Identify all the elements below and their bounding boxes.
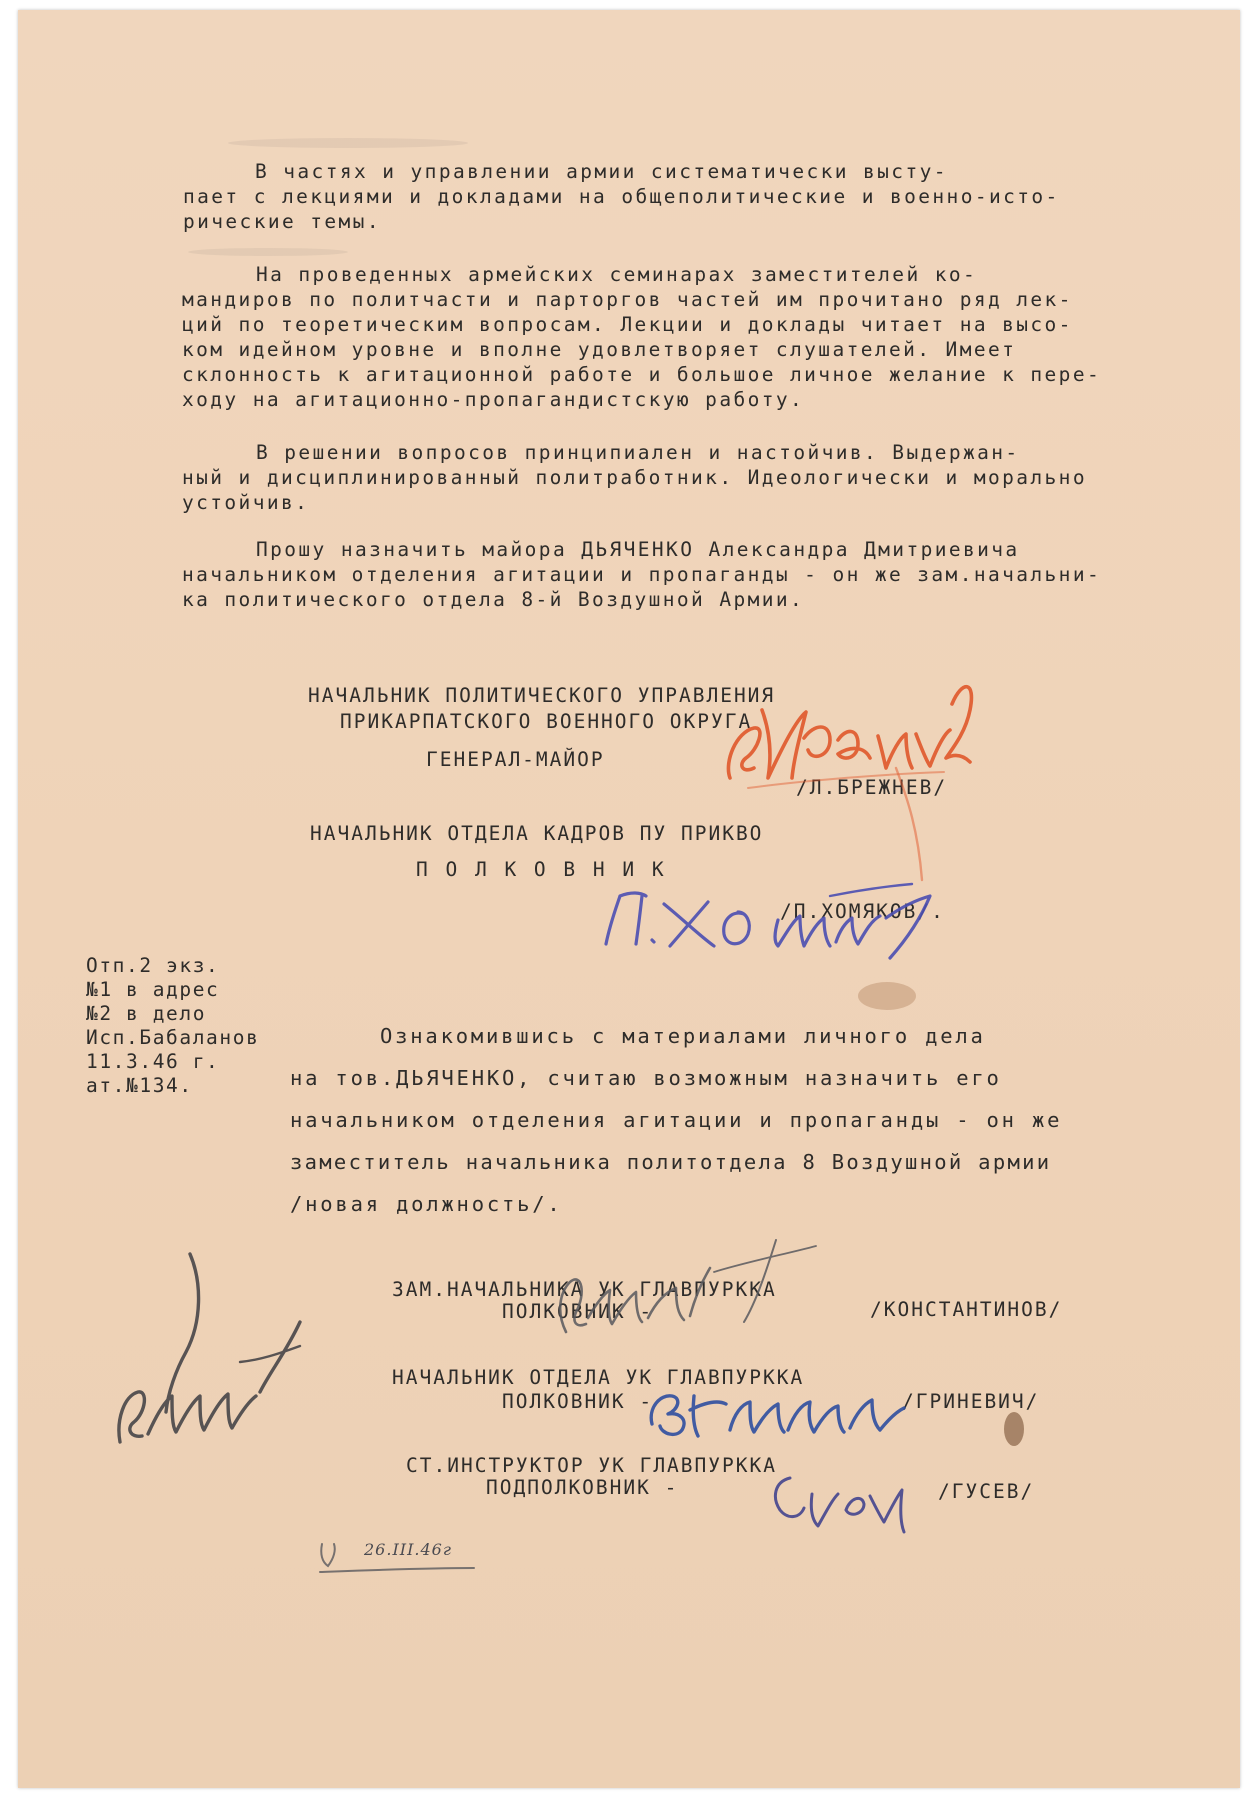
- paper-stain: [228, 138, 468, 148]
- signatory-title: ПРИКАРПАТСКОГО ВОЕННОГО ОКРУГА: [340, 710, 753, 733]
- approver-rank: ПОДПОЛКОВНИК -: [486, 1476, 679, 1499]
- distribution-line: 11.3.46 г.: [86, 1050, 220, 1073]
- body-line: На проведенных армейских семинарах заместителей ко-: [256, 263, 978, 286]
- body-line: пает с лекциями и докладами на общеполитические и военно-исто-: [183, 185, 1060, 208]
- body-line: Прошу назначить майора ДЬЯЧЕНКО Александра Дмитриевича: [256, 538, 1020, 561]
- resolution-line: Ознакомившись с материалами личного дела: [380, 1024, 986, 1048]
- body-line: В решении вопросов принципиален и настойчив. Выдержан-: [256, 441, 1020, 464]
- body-line: мандиров по политчасти и парторгов частей им прочитано ряд лек-: [182, 288, 1073, 311]
- signatory-title: НАЧАЛЬНИК ПОЛИТИЧЕСКОГО УПРАВЛЕНИЯ: [308, 684, 776, 707]
- signatory-title: НАЧАЛЬНИК ОТДЕЛА КАДРОВ ПУ ПРИКВО: [310, 822, 764, 845]
- distribution-line: №1 в адрес: [86, 978, 220, 1001]
- graphite-signature-left-margin: [90, 1242, 320, 1472]
- resolution-line: /новая должность/.: [290, 1192, 563, 1216]
- paper-stain: [858, 982, 916, 1010]
- body-line: ный и дисциплинированный политработник. Идеологически и морально: [182, 466, 1087, 489]
- signatory-name: /П.ХОМЯКОВ/.: [780, 900, 945, 923]
- signatory-name: /Л.БРЕЖНЕВ/: [796, 776, 948, 799]
- approver-name: /ГРИНЕВИЧ/: [902, 1390, 1040, 1413]
- resolution-line: на тов.ДЬЯЧЕНКО, считаю возможным назначить его: [290, 1066, 1002, 1090]
- body-line: ком идейном уровне и вполне удовлетворяет слушателей. Имеет: [182, 338, 1017, 361]
- approver-title: НАЧАЛЬНИК ОТДЕЛА УК ГЛАВПУРККА: [392, 1366, 805, 1389]
- approver-name: /ГУСЕВ/: [938, 1480, 1035, 1503]
- blue-signature-grinevich: [638, 1370, 918, 1450]
- body-line: ходу на агитационно-пропагандистскую работу.: [182, 388, 805, 411]
- body-line: ка политического отдела 8-й Воздушной Армии.: [182, 588, 805, 611]
- distribution-line: Исп.Бабаланов: [86, 1026, 260, 1049]
- approver-title: СТ.ИНСТРУКТОР УК ГЛАВПУРККА: [406, 1454, 777, 1477]
- handwritten-date: 26.III.46г: [364, 1540, 452, 1559]
- distribution-line: ат.№134.: [86, 1074, 193, 1097]
- graphite-signature-konstantinov: [526, 1232, 826, 1362]
- body-line: устойчив.: [182, 491, 310, 514]
- blue-signature-khomyakov: [590, 860, 960, 970]
- resolution-line: начальником отделения агитации и пропаганды - он же: [290, 1108, 1063, 1132]
- body-line: начальником отделения агитации и пропаганды - он же зам.начальни-: [182, 563, 1102, 586]
- body-line: склонность к агитационной работе и большое личное желание к пере-: [182, 363, 1102, 386]
- body-line: ций по теоретическим вопросам. Лекции и доклады читает на высо-: [182, 313, 1073, 336]
- body-line: В частях и управлении армии систематически высту-: [255, 160, 948, 183]
- approver-rank: ПОЛКОВНИК -: [502, 1300, 654, 1323]
- signatory-rank: ГЕНЕРАЛ-МАЙОР: [426, 748, 605, 771]
- paper-stain: [1004, 1412, 1024, 1446]
- red-signature-brezhnev: [708, 650, 998, 890]
- approver-title: ЗАМ.НАЧАЛЬНИКА УК ГЛАВПУРККА: [392, 1278, 777, 1301]
- approver-name: /КОНСТАНТИНОВ/: [870, 1298, 1063, 1321]
- blue-signature-gusev: [760, 1458, 920, 1548]
- distribution-line: №2 в дело: [86, 1002, 207, 1025]
- signatory-rank: П О Л К О В Н И К: [416, 858, 667, 881]
- resolution-line: заместитель начальника политотдела 8 Воздушной армии: [290, 1150, 1052, 1174]
- distribution-line: Отп.2 экз.: [86, 954, 220, 977]
- body-line: рические темы.: [183, 210, 381, 233]
- approver-rank: ПОЛКОВНИК -: [502, 1390, 654, 1413]
- document-sheet: [18, 10, 1240, 1788]
- paper-stain: [188, 248, 348, 256]
